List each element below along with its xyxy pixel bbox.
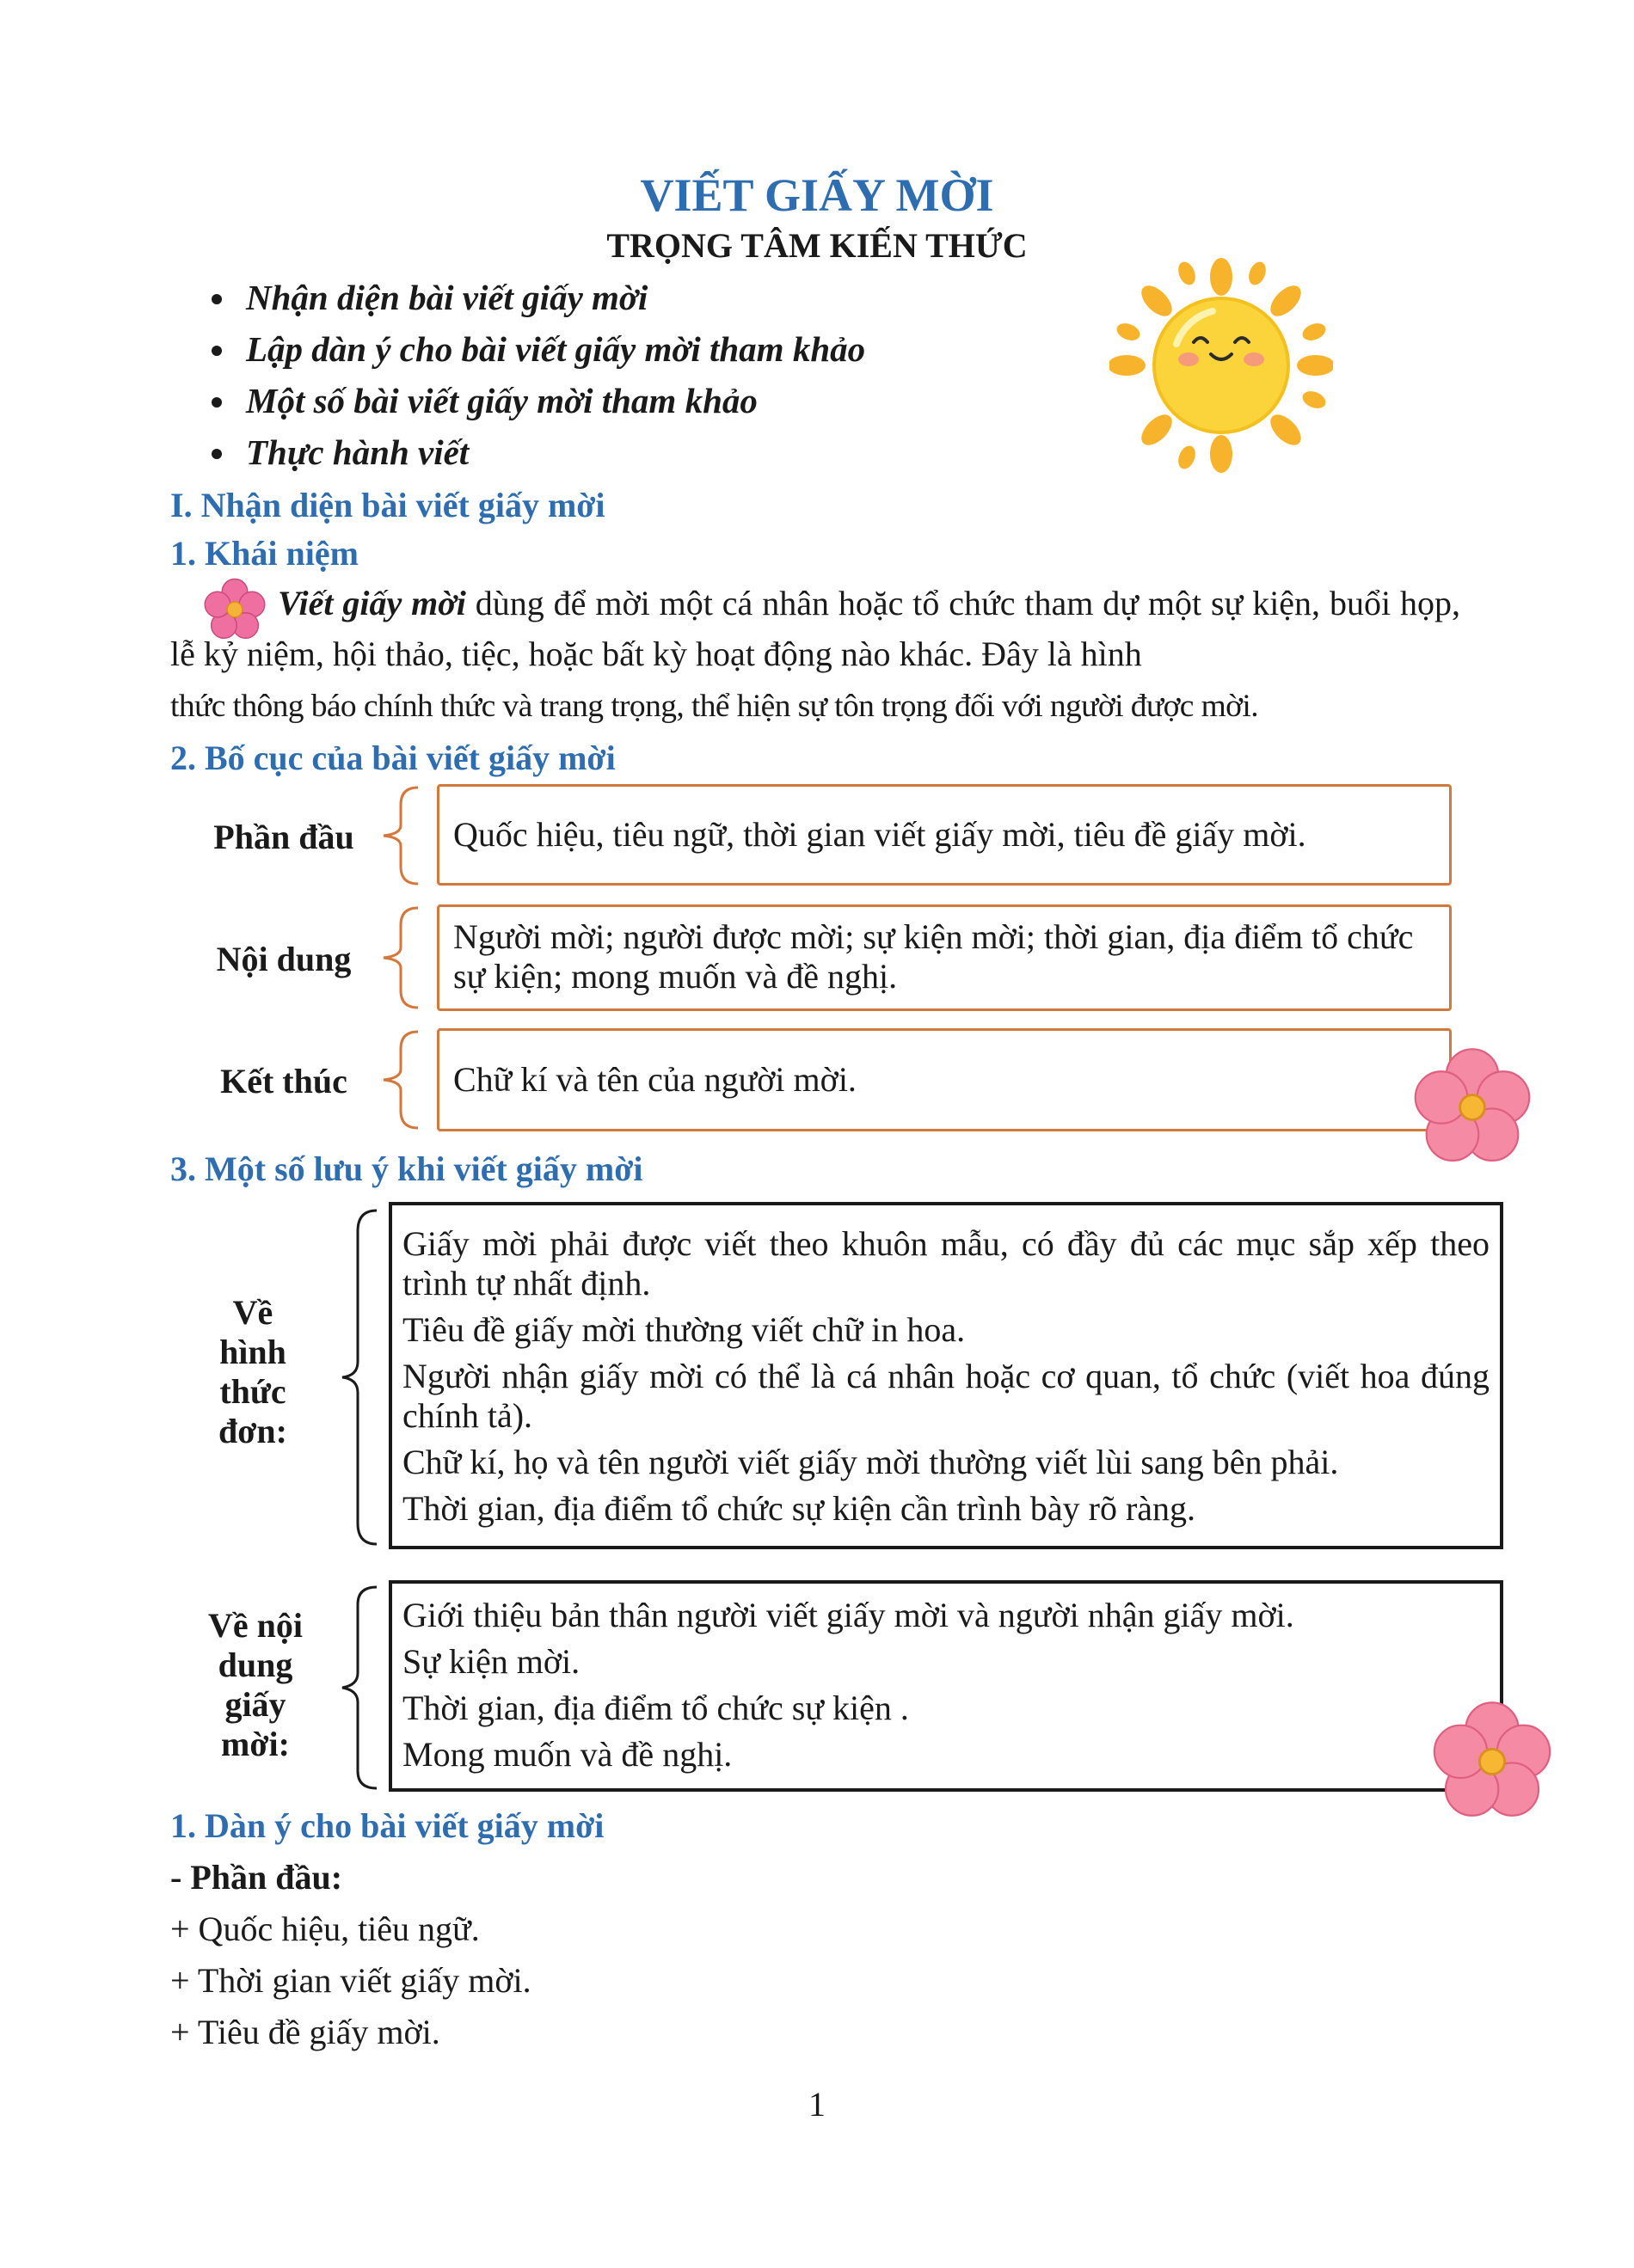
objectives-list bbox=[206, 272, 865, 478]
concept-text: dùng để mời một cá nhân hoặc tổ chức tham dự một sự kiện, buổi họp, lễ kỷ niệm, hội thảo, tiệc, hoặc bất kỳ hoạt động nào khác. Đây là hình bbox=[170, 584, 1460, 673]
outline-item: + Tiêu đề giấy mời. bbox=[170, 2013, 440, 2051]
content-notes-label: Về nội dung giấy mời: bbox=[208, 1606, 303, 1763]
brace-icon bbox=[375, 904, 427, 1011]
brace-icon bbox=[337, 1584, 385, 1792]
content-notes-box bbox=[389, 1580, 1503, 1792]
concept-text-end: thức thông báo chính thức và trang trọng, thể hiện sự tôn trọng đối với người được mời. bbox=[170, 689, 1259, 724]
form-note-item: Thời gian, địa điểm tổ chức sự kiện cần trình bày rõ ràng. bbox=[402, 1489, 1196, 1528]
outline-item: + Quốc hiệu, tiêu ngữ. bbox=[170, 1909, 480, 1948]
structure-box-body: Người mời; người được mời; sự kiện mời; thời gian, địa điểm tổ chức sự kiện; mong muốn và đề nghị. bbox=[437, 904, 1452, 1011]
brace-icon bbox=[337, 1207, 385, 1548]
document-title: VIẾT GIẤY MỜI bbox=[640, 169, 994, 221]
sun-illustration bbox=[1109, 258, 1333, 473]
objective-item: Thực hành viết bbox=[206, 426, 865, 478]
flower-icon bbox=[1410, 1045, 1534, 1169]
structure-box-end: Chữ kí và tên của người mời. bbox=[437, 1028, 1452, 1131]
brace-icon bbox=[375, 1028, 427, 1131]
form-note-item: Giấy mời phải được viết theo khuôn mẫu, có đầy đủ các mục sắp xếp theo trình tự nhất định. bbox=[402, 1224, 1490, 1303]
outline-part-label: - Phần đầu: bbox=[170, 1858, 343, 1897]
brace-icon bbox=[375, 784, 427, 887]
content-note-item: Thời gian, địa điểm tổ chức sự kiện . bbox=[402, 1689, 909, 1727]
content-note-item: Mong muốn và đề nghị. bbox=[402, 1735, 733, 1774]
form-note-item: Chữ kí, họ và tên người viết giấy mời thường viết lùi sang bên phải. bbox=[402, 1443, 1339, 1481]
page-number: 1 bbox=[808, 2085, 826, 2124]
content-note-item: Sự kiện mời. bbox=[402, 1642, 580, 1681]
concept-term: Viết giấy mời bbox=[278, 584, 466, 622]
document-subtitle: TRỌNG TÂM KIẾN THỨC bbox=[606, 226, 1028, 265]
concept-paragraph bbox=[170, 578, 1460, 732]
objective-item: Lập dàn ý cho bài viết giấy mời tham khảo bbox=[206, 323, 865, 375]
structure-label-head: Phần đầu bbox=[213, 818, 354, 856]
flower-icon bbox=[1429, 1699, 1555, 1824]
form-notes-box bbox=[389, 1202, 1503, 1549]
structure-label-body: Nội dung bbox=[216, 940, 352, 978]
form-note-item: Người nhận giấy mời có thể là cá nhân hoặc cơ quan, tổ chức (viết hoa đúng chính tả). bbox=[402, 1357, 1490, 1435]
outline-item: + Thời gian viết giấy mời. bbox=[170, 1961, 531, 2000]
structure-label-end: Kết thúc bbox=[220, 1062, 347, 1100]
objective-item: Một số bài viết giấy mời tham khảo bbox=[206, 375, 865, 426]
outline-heading: 1. Dàn ý cho bài viết giấy mời bbox=[170, 1806, 605, 1845]
section-heading: I. Nhận diện bài viết giấy mời bbox=[170, 486, 605, 524]
objective-item: Nhận diện bài viết giấy mời bbox=[206, 272, 865, 323]
form-note-item: Tiêu đề giấy mời thường viết chữ in hoa. bbox=[402, 1310, 966, 1349]
form-notes-label: Về hình thức đơn: bbox=[218, 1293, 287, 1450]
subsection-heading: 3. Một số lưu ý khi viết giấy mời bbox=[170, 1149, 643, 1188]
subsection-heading: 1. Khái niệm bbox=[170, 534, 359, 573]
subsection-heading: 2. Bố cục của bài viết giấy mời bbox=[170, 739, 616, 777]
structure-box-head: Quốc hiệu, tiêu ngữ, thời gian viết giấy mời, tiêu đề giấy mời. bbox=[437, 784, 1452, 886]
content-note-item: Giới thiệu bản thân người viết giấy mời và người nhận giấy mời. bbox=[402, 1596, 1294, 1634]
